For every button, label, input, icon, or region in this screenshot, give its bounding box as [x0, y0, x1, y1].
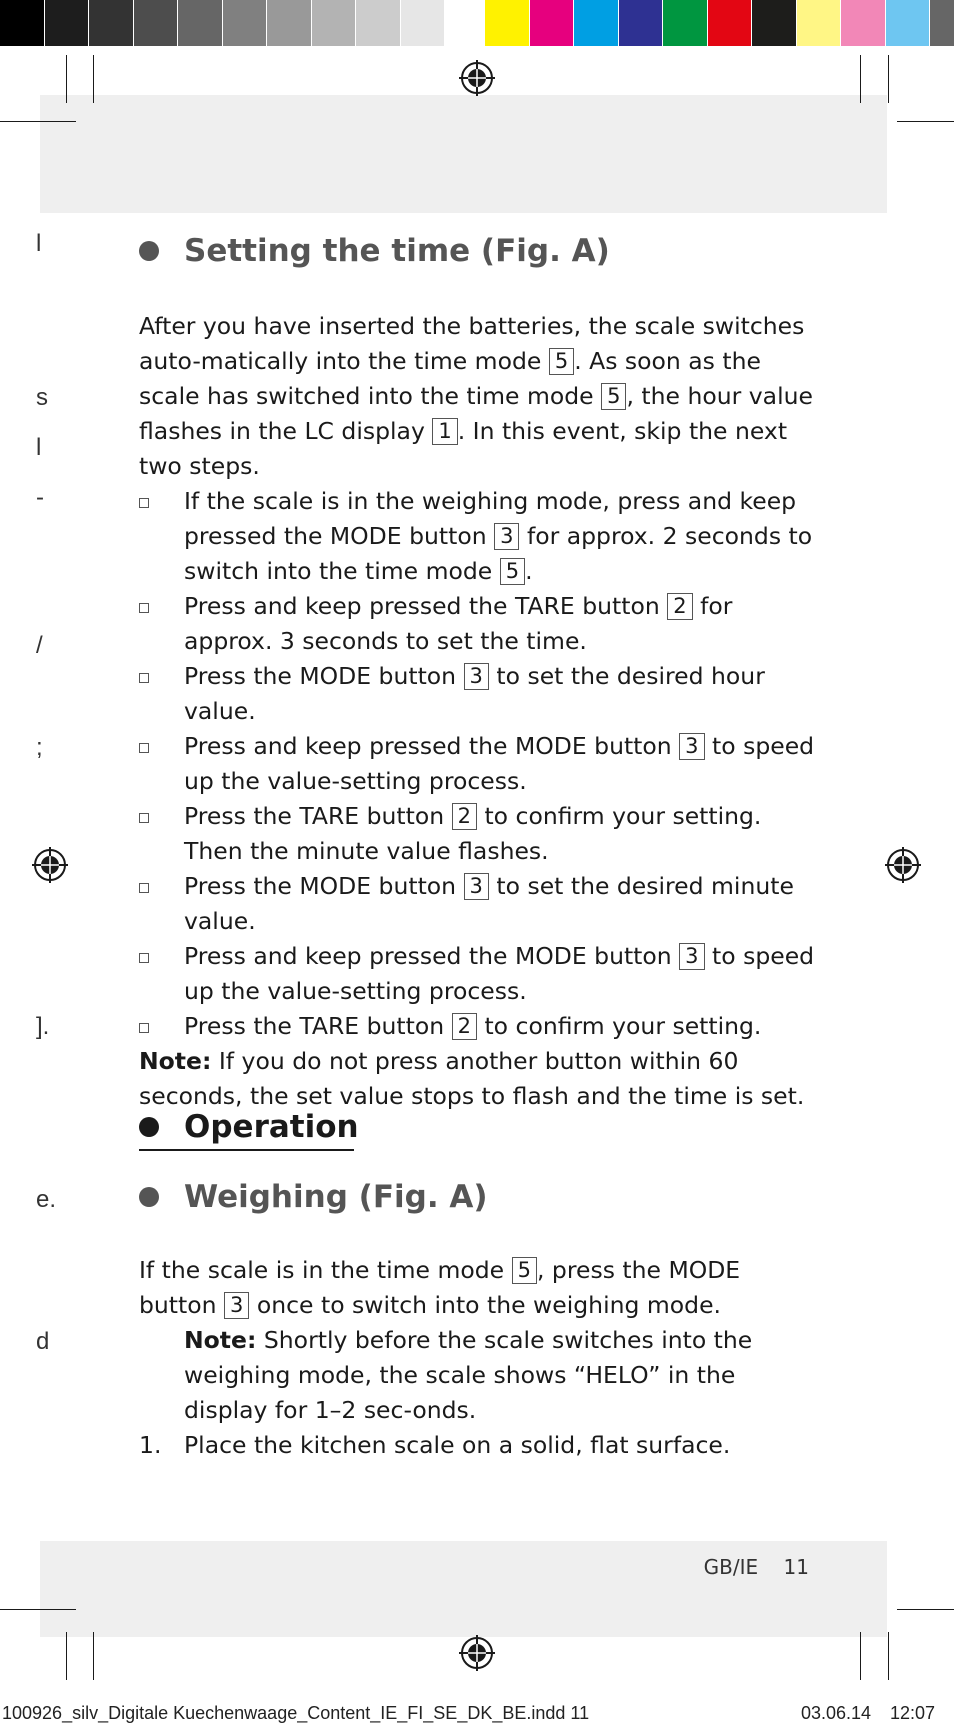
crop-mark	[860, 55, 861, 103]
color-swatch	[401, 0, 446, 46]
heading-text: Setting the time (Fig. A)	[184, 233, 610, 269]
crop-mark	[888, 55, 889, 103]
step-text: to set the desired minute value.	[184, 872, 794, 935]
component-ref-box: 2	[667, 593, 692, 620]
step-text: Press and keep pressed the MODE button	[184, 942, 672, 970]
checkbox-bullet-icon	[139, 673, 149, 683]
setting-time-intro	[139, 309, 819, 484]
crop-mark	[93, 55, 94, 103]
step-text: Press the TARE button	[184, 802, 445, 830]
component-ref-box: 3	[679, 733, 704, 760]
steps-list	[139, 484, 819, 1044]
color-swatch	[619, 0, 664, 46]
crop-mark	[66, 1632, 67, 1680]
note-text: Shortly before the scale switches into the weighing mode, the scale shows “HELO” in the display for 1–2 sec-onds.	[184, 1326, 753, 1424]
step-text: Press the MODE button	[184, 872, 457, 900]
margin-fragment: l	[36, 434, 42, 461]
list-item	[139, 484, 819, 589]
intro-text: , the hour value flashes in the LC display	[139, 382, 813, 445]
step-text: to set the desired hour value.	[184, 662, 765, 725]
color-swatch	[797, 0, 842, 46]
crop-mark	[888, 1632, 889, 1680]
list-item	[139, 729, 819, 799]
color-swatch	[485, 0, 530, 46]
language-code: GB/IE	[703, 1555, 759, 1579]
color-swatch	[89, 0, 134, 46]
color-swatch	[752, 0, 797, 46]
margin-fragment: -	[36, 484, 44, 511]
color-swatch	[663, 0, 708, 46]
registration-mark-icon	[31, 846, 69, 884]
slug-filename: 100926_silv_Digitale Kuechenwaage_Content_IE_FI_SE_DK_BE.indd 11	[2, 1703, 590, 1723]
component-ref-box: 3	[494, 523, 519, 550]
checkbox-bullet-icon	[139, 1023, 149, 1033]
weighing-intro	[139, 1253, 819, 1323]
bullet-icon	[139, 241, 159, 261]
component-ref-box: 5	[549, 348, 574, 375]
margin-fragment: /	[36, 632, 43, 659]
section-heading-weighing	[139, 1179, 488, 1215]
color-swatch	[134, 0, 179, 46]
margin-fragment: ].	[36, 1013, 50, 1040]
section-heading-setting-time	[139, 233, 610, 269]
checkbox-bullet-icon	[139, 813, 149, 823]
step-number: 1.	[139, 1431, 162, 1459]
color-swatch	[356, 0, 401, 46]
slug-time: 12:07	[890, 1703, 936, 1723]
setting-time-steps	[139, 484, 819, 1114]
color-swatch	[445, 0, 490, 46]
note-text: If you do not press another button within 60 seconds, the set value stops to flash and the time is set.	[139, 1047, 805, 1110]
component-ref-box: 2	[452, 803, 477, 830]
color-swatch	[708, 0, 753, 46]
crop-mark	[66, 55, 67, 103]
intro-text: , press the MODE button	[139, 1256, 741, 1319]
registration-mark-icon	[884, 846, 922, 884]
step-text: .	[525, 557, 533, 585]
step-text: to speed up the value-setting process.	[184, 942, 815, 1005]
checkbox-bullet-icon	[139, 498, 149, 508]
list-item	[139, 869, 819, 939]
heading-text: Operation	[184, 1109, 359, 1145]
heading-text: Weighing (Fig. A)	[184, 1179, 488, 1215]
step-text: Press the MODE button	[184, 662, 457, 690]
color-swatch	[886, 0, 931, 46]
margin-fragment: e.	[36, 1186, 57, 1213]
checkbox-bullet-icon	[139, 953, 149, 963]
color-swatch	[0, 0, 45, 46]
color-swatch	[841, 0, 886, 46]
component-ref-box: 5	[500, 558, 525, 585]
intro-text: If the scale is in the time mode	[139, 1256, 505, 1284]
section-heading-operation	[139, 1109, 359, 1145]
header-band	[40, 95, 887, 213]
component-ref-box: 2	[452, 1013, 477, 1040]
step-text: for approx. 3 seconds to set the time.	[184, 592, 733, 655]
margin-fragment: d	[36, 1328, 50, 1355]
note-label: Note:	[184, 1326, 257, 1354]
color-swatch	[574, 0, 619, 46]
intro-text: once to switch into the weighing mode.	[256, 1291, 721, 1319]
component-ref-box: 3	[464, 873, 489, 900]
bullet-icon	[139, 1117, 159, 1137]
step-text: to confirm your setting. Then the minute value flashes.	[184, 802, 762, 865]
intro-text: . In this event, skip the next two steps.	[139, 417, 788, 480]
intro-text: After you have inserted the batteries, the scale switches auto-matically into the time mode	[139, 312, 805, 375]
crop-mark	[897, 121, 954, 122]
list-item	[139, 589, 819, 659]
crop-mark	[0, 1609, 76, 1610]
step-text: to speed up the value-setting process.	[184, 732, 815, 795]
intro-text: . As soon as the scale has switched into the time mode	[139, 347, 761, 410]
greyscale-color-bar	[0, 0, 490, 46]
list-item	[139, 799, 819, 869]
component-ref-box: 3	[679, 943, 704, 970]
component-ref-box: 5	[512, 1257, 537, 1284]
crop-mark	[0, 121, 76, 122]
component-ref-box: 3	[224, 1292, 249, 1319]
color-swatch	[530, 0, 575, 46]
slug-date: 03.06.14	[801, 1703, 872, 1723]
list-item	[139, 659, 819, 729]
margin-fragment: l	[36, 230, 42, 257]
list-item	[139, 939, 819, 1009]
note	[139, 1044, 819, 1114]
margin-fragment: ;	[36, 734, 43, 761]
component-ref-box: 3	[464, 663, 489, 690]
crop-mark	[897, 1609, 954, 1610]
weighing-body	[139, 1253, 819, 1463]
step-text: Press the TARE button	[184, 1012, 445, 1040]
checkbox-bullet-icon	[139, 603, 149, 613]
color-swatch	[930, 0, 954, 46]
crop-mark	[860, 1632, 861, 1680]
registration-mark-icon	[458, 59, 496, 97]
component-ref-box: 1	[432, 418, 457, 445]
step-text: Place the kitchen scale on a solid, flat surface.	[184, 1431, 731, 1459]
step-text: Press and keep pressed the MODE button	[184, 732, 672, 760]
page-footer	[704, 1555, 809, 1579]
color-swatch	[45, 0, 90, 46]
bullet-icon	[139, 1187, 159, 1207]
color-swatch	[267, 0, 312, 46]
margin-fragment: s	[36, 384, 48, 411]
step-text: If the scale is in the weighing mode, press and keep pressed the MODE button	[184, 487, 797, 550]
component-ref-box: 5	[601, 383, 626, 410]
note	[139, 1323, 819, 1428]
checkbox-bullet-icon	[139, 743, 149, 753]
color-swatch	[312, 0, 357, 46]
color-swatch	[178, 0, 223, 46]
step-text: for approx. 2 seconds to switch into the time mode	[184, 522, 813, 585]
step-text: Press and keep pressed the TARE button	[184, 592, 660, 620]
page-number: 11	[783, 1555, 809, 1579]
registration-mark-icon	[458, 1634, 496, 1672]
process-color-bar	[485, 0, 954, 46]
step-text: to confirm your setting.	[484, 1012, 762, 1040]
numbered-step	[139, 1428, 819, 1463]
color-swatch	[223, 0, 268, 46]
heading-underline	[139, 1149, 354, 1151]
note-label: Note:	[139, 1047, 212, 1075]
crop-mark	[93, 1632, 94, 1680]
list-item	[139, 1009, 819, 1044]
checkbox-bullet-icon	[139, 883, 149, 893]
